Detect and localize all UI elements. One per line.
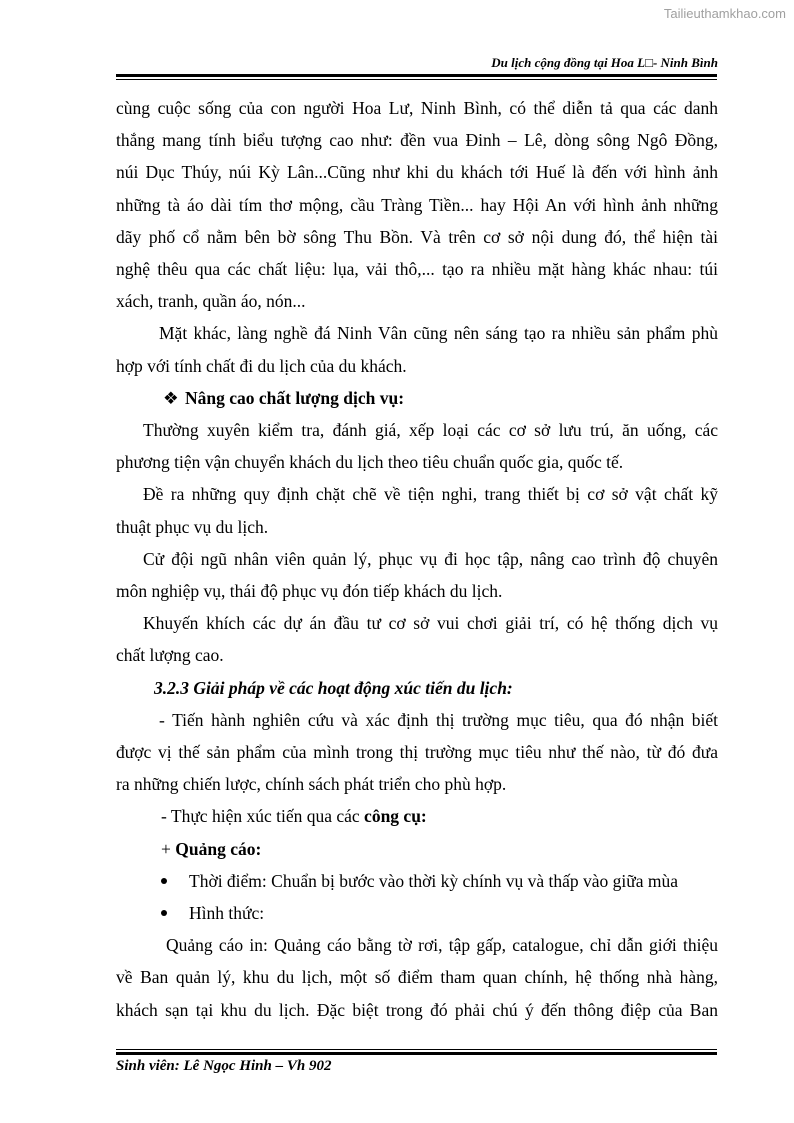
heading-text: Nâng cao chất lượng dịch vụ: (185, 387, 405, 408)
text-line: xách, tranh, quần áo, nón... (116, 291, 306, 312)
header-rule-thin (116, 79, 717, 80)
text-line: hợp với tính chất đi du lịch của du khách. (116, 355, 407, 376)
text-line: Khuyến khích các dự án đầu tư cơ sở vui chơi giải trí, có hệ thống dịch vụ (143, 613, 718, 634)
text-line: dãy phố cổ nằm bên bờ sông Thu Bồn. Và trên cơ sở nội dung đó, thể hiện tài (116, 226, 718, 247)
running-header: Du lịch cộng đồng tại Hoa L□- Ninh Bình (491, 55, 718, 70)
text-line: khách sạn tại khu du lịch. Đặc biệt trong đó phải chú ý đến thông điệp của Ban (116, 999, 718, 1020)
bold-text: Quảng cáo: (175, 838, 262, 859)
text-line: về Ban quản lý, khu du lịch, một số điểm tham quan chính, hệ thống nhà hàng, (116, 967, 718, 988)
text-line (116, 800, 718, 832)
text-line: chất lượng cao. (116, 645, 224, 666)
section-heading (116, 382, 718, 414)
text-line: những tà áo dài tím thơ mộng, cầu Tràng Tiền... hay Hội An với hình ảnh những (116, 194, 718, 215)
page-body (116, 92, 718, 1026)
header-rule-thick (116, 74, 717, 77)
text-line: Mặt khác, làng nghề đá Ninh Vân cũng nên sáng tạo ra nhiều sản phẩm phù (159, 323, 718, 344)
text-run: - Thực hiện xúc tiến qua các (161, 806, 365, 827)
text-line: Thường xuyên kiểm tra, đánh giá, xếp loại các cơ sở lưu trú, ăn uống, các (143, 420, 718, 441)
diamond-bullet-icon: ❖ (163, 387, 179, 408)
text-run: + (161, 838, 176, 859)
text-line: Quảng cáo in: Quảng cáo bằng tờ rơi, tập gấp, catalogue, chỉ dẫn giới thiệu (166, 935, 718, 956)
text-line: nghệ thêu qua các chất liệu: lụa, vải thô,... tạo ra nhiều mặt hàng khác nhau: túi (116, 259, 718, 280)
text-line: phương tiện vận chuyển khách du lịch theo tiêu chuẩn quốc gia, quốc tế. (116, 452, 624, 473)
text-line: cùng cuộc sống của con người Hoa Lư, Ninh Bình, có thể diễn tả qua các danh (116, 98, 718, 118)
text-line: môn nghiệp vụ, thái độ phục vụ đón tiếp khách du lịch. (116, 581, 503, 602)
text-line: Cử đội ngũ nhân viên quản lý, phục vụ đi học tập, nâng cao trình độ chuyên (143, 548, 718, 569)
text-line: núi Dục Thúy, núi Kỳ Lân...Cũng như khi du khách tới Huế là đến với hình ảnh (116, 162, 718, 183)
list-item-text: Thời điểm: Chuẩn bị bước vào thời kỳ chính vụ và thấp vào giữa mùa (189, 870, 679, 891)
bold-text: công cụ: (364, 806, 427, 827)
bullet-icon (161, 878, 167, 884)
watermark: Tailieuthamkhao.com (663, 6, 786, 21)
text-line: - Tiến hành nghiên cứu và xác định thị trường mục tiêu, qua đó nhận biết (159, 709, 718, 730)
text-line: thuật phục vụ du lịch. (116, 516, 269, 537)
text-line: được vị thế sản phẩm của mình trong thị trường mục tiêu như thế nào, từ đó đưa (116, 742, 718, 763)
text-line: Đề ra những quy định chặt chẽ về tiện nghi, trang thiết bị cơ sở vật chất kỹ (143, 484, 718, 505)
list-item (116, 897, 718, 929)
footer-rule-thick (116, 1052, 717, 1055)
text-line (116, 833, 718, 865)
list-item-text: Hình thức: (189, 903, 265, 924)
text-line: thắng mang tính biểu tượng cao như: đền vua Đinh – Lê, dòng sông Ngô Đồng, (116, 130, 718, 151)
footer-rule-thin (116, 1049, 717, 1050)
text-line: ra những chiến lược, chính sách phát triển cho phù hợp. (116, 774, 507, 795)
running-footer: Sinh viên: Lê Ngọc Hinh – Vh 902 (116, 1058, 332, 1074)
bullet-icon (161, 910, 167, 916)
subsection-heading: 3.2.3 Giải pháp về các hoạt động xúc tiến du lịch: (154, 677, 513, 698)
list-item (116, 865, 718, 897)
